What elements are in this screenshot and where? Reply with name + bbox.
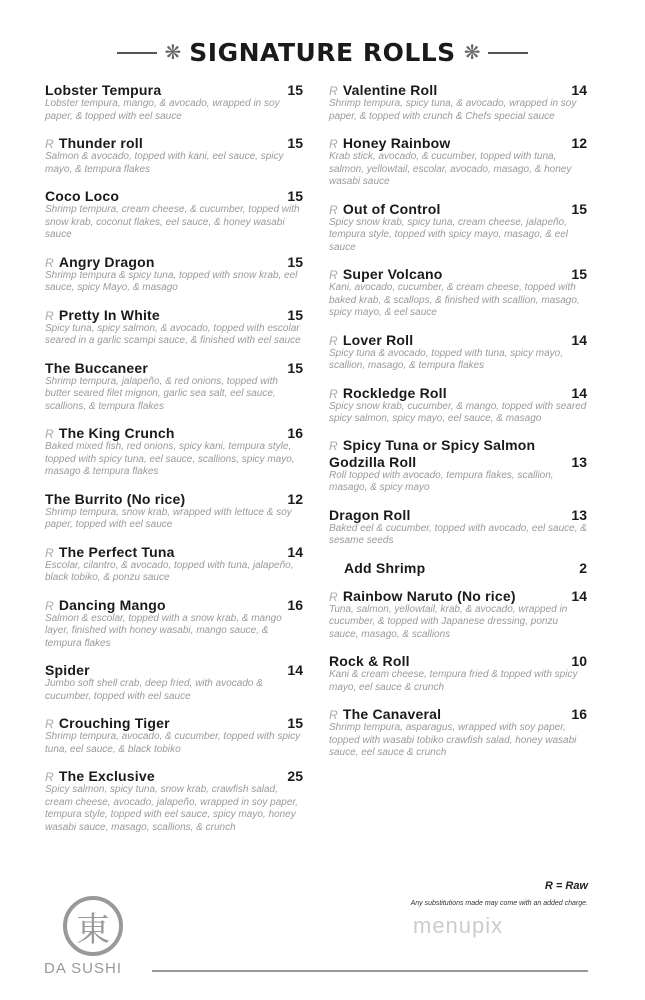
menu-item-description: Krab stick, avocado, & cucumber, topped with tuna, salmon, yellowtail, escolar, avocado, masago, & honey wasabi sauce — [329, 151, 572, 187]
raw-icon: R — [329, 202, 338, 217]
raw-icon: R — [329, 268, 338, 282]
menu-item-name-text: Angry Dragon — [58, 253, 155, 270]
menu-item-name — [329, 201, 441, 218]
menu-item-price: 14 — [571, 331, 587, 348]
menu-item — [329, 135, 587, 189]
menu-item — [329, 201, 587, 255]
menu-item-description: Shrimp tempura, cream cheese, & cucumber, topped with snow krab, coconut flakes, eel sauce, & honey wasabi sauce — [45, 204, 300, 240]
menu-item-price: 16 — [287, 425, 303, 441]
menu-item-description: Shrimp tempura, jalapeño, & red onions, topped with butter seared filet mignon, garlic sea salt, eel sauce, scallions, & tempura flakes — [45, 375, 278, 412]
menu-item-name — [329, 135, 450, 152]
menu-item-name-text: Spider — [45, 662, 90, 678]
menu-item-description: Spicy tuna & avocado, topped with tuna, spicy mayo, scallion, masago, & tempura flakes — [329, 347, 564, 371]
menu-item-name — [329, 507, 411, 523]
menu-item — [45, 544, 303, 585]
menu-item — [329, 653, 587, 694]
menu-item-description: Shrimp tempura, asparagus, wrapped with soy paper, topped with wasabi tobiko crawfish salad, honey wasabi sauce, eel sauce & crunch — [329, 722, 577, 758]
footer-divider — [152, 970, 588, 972]
menu-item-name-text: Crouching Tiger — [58, 715, 170, 731]
menu-item-name — [45, 188, 119, 204]
menu-item-name-text: The Canaveral — [342, 706, 442, 722]
raw-icon: R — [329, 589, 338, 604]
menu-item-header — [45, 715, 303, 731]
raw-icon: R — [45, 770, 54, 784]
menu-item-name — [329, 706, 441, 723]
menu-item-name-text: Honey Rainbow — [342, 135, 451, 151]
raw-icon: R — [45, 427, 54, 441]
menu-item-header — [329, 82, 587, 98]
menu-item — [45, 135, 303, 176]
menu-item — [45, 307, 303, 348]
menu-item-price: 15 — [571, 200, 587, 217]
menu-item-header — [45, 768, 303, 784]
menu-item-name-text: Lover Roll — [342, 331, 414, 348]
raw-icon: R — [45, 717, 54, 731]
raw-icon: R — [45, 137, 54, 151]
raw-icon: R — [329, 137, 338, 151]
menu-item-name-text: Out of Control — [342, 200, 441, 217]
menu-item-price: 13 — [571, 453, 587, 470]
menu-item-price: 14 — [571, 82, 587, 98]
menu-item-description: Spicy salmon, spicy tuna, snow krab, crawfish salad, cream cheese, avocado, jalapeño, wrapped in soy paper, tempura style, topped with eel sauce, spicy mayo, honey wasabi sauce, masago, scallions, & crunch — [45, 784, 298, 833]
menu-item-name-text: Coco Loco — [45, 188, 120, 204]
menu-item-header — [45, 82, 303, 98]
menu-item-name — [45, 768, 155, 785]
menu-item-header — [45, 360, 303, 376]
menu-column-right — [329, 82, 587, 772]
menu-item-header — [45, 425, 303, 441]
menu-item-description: Salmon & escolar, topped with a snow krab, & mango layer, finished with honey wasabi, mango sauce, & tempura flakes — [45, 612, 282, 649]
menu-item-name-text: Rock & Roll — [329, 653, 410, 669]
menu-item-name — [45, 544, 175, 561]
menu-item-price: 15 — [287, 306, 303, 323]
raw-icon: R — [329, 438, 338, 453]
menu-item-name-text: The Buccaneer — [45, 359, 148, 376]
menu-item-header — [329, 135, 587, 151]
raw-icon: R — [329, 333, 338, 348]
menu-item-name-text: Dancing Mango — [58, 596, 166, 613]
menu-item — [45, 254, 303, 295]
menu-item-description: Jumbo soft shell crab, deep fried, with avocado & cucumber, topped with eel sauce — [45, 678, 263, 702]
menu-item-name-text: Rainbow Naruto (No rice) — [342, 587, 516, 604]
menu-item-name — [45, 597, 166, 614]
menu-item-price: 15 — [287, 715, 303, 731]
menu-item-price: 14 — [287, 662, 303, 678]
menu-item-description: Baked eel & cucumber, topped with avocado, eel sauce, & sesame seeds — [329, 522, 587, 546]
menu-item-description: Roll topped with avocado, tempura flakes, scallion, masago, & spicy mayo — [329, 469, 554, 493]
menu-item-description: Shrimp tempura, spicy tuna, & avocado, wrapped in soy paper, & topped with crunch & Chefs special sauce — [329, 98, 577, 122]
menu-item-name — [45, 254, 155, 271]
menu-item-price: 15 — [287, 82, 303, 98]
substitution-note: Any substitutions made may come with an added charge. — [410, 900, 588, 907]
menu-item — [329, 438, 587, 495]
menu-item-description: Spicy snow krab, cucumber, & mango, topped with seared spicy salmon, spicy mayo, eel sauce, & masago — [329, 400, 587, 424]
raw-legend: R = Raw — [544, 880, 588, 892]
menu-item-header — [329, 438, 587, 470]
menu-item — [329, 560, 587, 576]
menu-item-name — [329, 82, 437, 99]
menu-item — [329, 385, 587, 426]
divider — [117, 52, 157, 54]
menu-item-header — [329, 560, 587, 576]
menu-item-description: Shrimp tempura, avocado, & cucumber, topped with spicy tuna, eel sauce, & black tobiko — [45, 731, 301, 755]
menu-item-price: 25 — [287, 768, 303, 784]
menu-item-name — [329, 560, 425, 576]
menu-item-name-text: The Exclusive — [58, 768, 155, 784]
menu-item-name — [45, 82, 161, 98]
logo-glyph: 東 — [76, 910, 110, 949]
menu-item-name — [45, 715, 170, 732]
menu-item-header — [329, 201, 587, 217]
menu-item-header — [45, 135, 303, 151]
menu-item — [45, 768, 303, 834]
menu-item-name — [329, 653, 410, 669]
menu-item-price: 14 — [571, 587, 587, 604]
menu-item — [329, 588, 587, 642]
menu-item-name — [45, 491, 185, 507]
menu-item-price: 15 — [287, 188, 303, 204]
menu-item-name-text: Super Volcano — [342, 266, 443, 282]
menu-item-name — [45, 307, 160, 324]
menu-item-header — [329, 266, 587, 282]
ornament-icon: ❋ — [463, 41, 481, 64]
menu-item-name-text: The King Crunch — [58, 425, 175, 441]
menu-item-name — [329, 266, 442, 283]
raw-icon: R — [329, 84, 338, 98]
menu-item-header — [329, 706, 587, 722]
menu-item-price: 12 — [287, 490, 303, 507]
menu-item — [45, 425, 303, 479]
menu-item-name — [329, 385, 447, 402]
raw-icon: R — [45, 308, 54, 323]
menu-item — [329, 82, 587, 123]
menu-item-name — [45, 425, 175, 442]
menu-item — [45, 188, 303, 242]
menu-item — [45, 491, 303, 532]
menu-item-name-text: Valentine Roll — [342, 82, 438, 98]
menu-item-header — [329, 653, 587, 669]
menu-item-description: Tuna, salmon, yellowtail, krab, & avocado, wrapped in cucumber, & topped with Japanese dressing, ponzu sauce, masago, & scallions — [329, 603, 568, 640]
menu-item-description: Spicy snow krab, spicy tuna, cream cheese, jalapeño, tempura style, topped with spicy mayo, masago, & eel sauce — [329, 216, 569, 253]
menu-item-price: 2 — [579, 559, 587, 576]
menu-item-header — [45, 188, 303, 204]
menu-item-name — [329, 588, 516, 605]
ornament-icon: ❋ — [164, 41, 182, 64]
menu-item — [45, 82, 303, 123]
menu-item-name — [329, 437, 559, 470]
menu-item — [329, 706, 587, 760]
menu-item-header — [329, 332, 587, 348]
menu-item-name — [329, 332, 413, 349]
menu-item-name-text: The Burrito (No rice) — [45, 490, 186, 507]
menu-item-header — [329, 507, 587, 523]
menu-item-price: 10 — [571, 653, 587, 669]
menu-item-price: 16 — [287, 596, 303, 613]
menu-item-name — [45, 360, 148, 376]
raw-icon: R — [45, 255, 54, 270]
menu-item-name-text: Add Shrimp — [344, 559, 426, 576]
menu-item-header — [329, 385, 587, 401]
menu-item-description: Salmon & avocado, topped with kani, eel sauce, spicy mayo, & tempura flakes — [45, 151, 284, 175]
menu-item — [329, 332, 587, 373]
menu-item-name-text: Thunder roll — [58, 135, 143, 151]
menu-item-name — [45, 135, 143, 152]
menu-item-price: 15 — [287, 359, 303, 376]
brand-name: DA SUSHI — [44, 960, 123, 977]
menu-column-left — [45, 82, 303, 846]
menu-item-description: Shrimp tempura & spicy tuna, topped with snow krab, eel sauce, spicy Mayo, & masago — [45, 269, 298, 293]
menu-item-price: 14 — [571, 384, 587, 401]
menu-item — [45, 597, 303, 651]
menu-item-description: Baked mixed fish, red onions, spicy kani, tempura style, topped with spicy tuna, eel sauce, scallions, spicy mayo, masago & tempura flakes — [45, 441, 295, 477]
menu-item-price: 13 — [571, 506, 587, 523]
menu-item-header — [45, 662, 303, 678]
menu-item-name-text: Rockledge Roll — [342, 384, 447, 401]
menu-item-name-text: Dragon Roll — [329, 506, 411, 523]
menu-item-header — [329, 588, 587, 604]
raw-icon: R — [45, 598, 54, 613]
menu-item — [45, 662, 303, 703]
menu-item-price: 15 — [287, 253, 303, 270]
menu-item — [45, 715, 303, 756]
raw-icon: R — [329, 708, 338, 722]
menu-item — [329, 507, 587, 548]
menu-item-name-text: The Perfect Tuna — [58, 543, 175, 560]
menu-item-header — [45, 254, 303, 270]
menu-item-header — [45, 544, 303, 560]
watermark: menupix — [413, 913, 504, 938]
menu-item-name-text: Spicy Tuna or Spicy Salmon Godzilla Roll — [329, 436, 536, 470]
menu-item-price: 12 — [571, 135, 587, 151]
menu-item-description: Kani, avocado, cucumber, & cream cheese, topped with baked krab, & scallops, & finished with scallion, masago, spicy mayo, & eel sauce — [329, 282, 580, 318]
menu-item-price: 15 — [571, 266, 587, 282]
menu-item — [45, 360, 303, 414]
divider — [488, 52, 528, 54]
menu-item-description: Escolar, cilantro, & avocado, topped with tuna, jalapeño, black tobiko, & ponzu sauce — [45, 559, 294, 583]
menu-item-price: 15 — [287, 135, 303, 151]
menu-item-description: Shrimp tempura, snow krab, wrapped with lettuce & soy paper, topped with eel sauce — [45, 506, 292, 530]
menu-item-price: 14 — [287, 543, 303, 560]
menu-item-description: Kani & cream cheese, tempura fried & topped with spicy mayo, eel sauce & crunch — [329, 669, 578, 693]
menu-item-header — [45, 597, 303, 613]
menu-item-description: Spicy tuna, spicy salmon, & avocado, topped with escolar seared in a garlic scampi sauce, & finished with eel sauce — [45, 322, 301, 346]
menu-item-name-text: Pretty In White — [58, 306, 160, 323]
raw-icon: R — [45, 545, 54, 560]
page-title: SIGNATURE ROLLS — [189, 38, 456, 67]
menu-item-description: Lobster tempura, mango, & avocado, wrapped in soy paper, & topped with eel sauce — [45, 98, 280, 122]
menu-item — [329, 266, 587, 320]
menu-item-name-text: Lobster Tempura — [45, 82, 162, 98]
raw-icon: R — [329, 386, 338, 401]
menu-header — [0, 38, 645, 67]
menu-item-name — [45, 662, 90, 678]
menu-item-header — [45, 491, 303, 507]
menu-item-header — [45, 307, 303, 323]
menu-item-price: 16 — [571, 706, 587, 722]
logo — [63, 896, 123, 956]
